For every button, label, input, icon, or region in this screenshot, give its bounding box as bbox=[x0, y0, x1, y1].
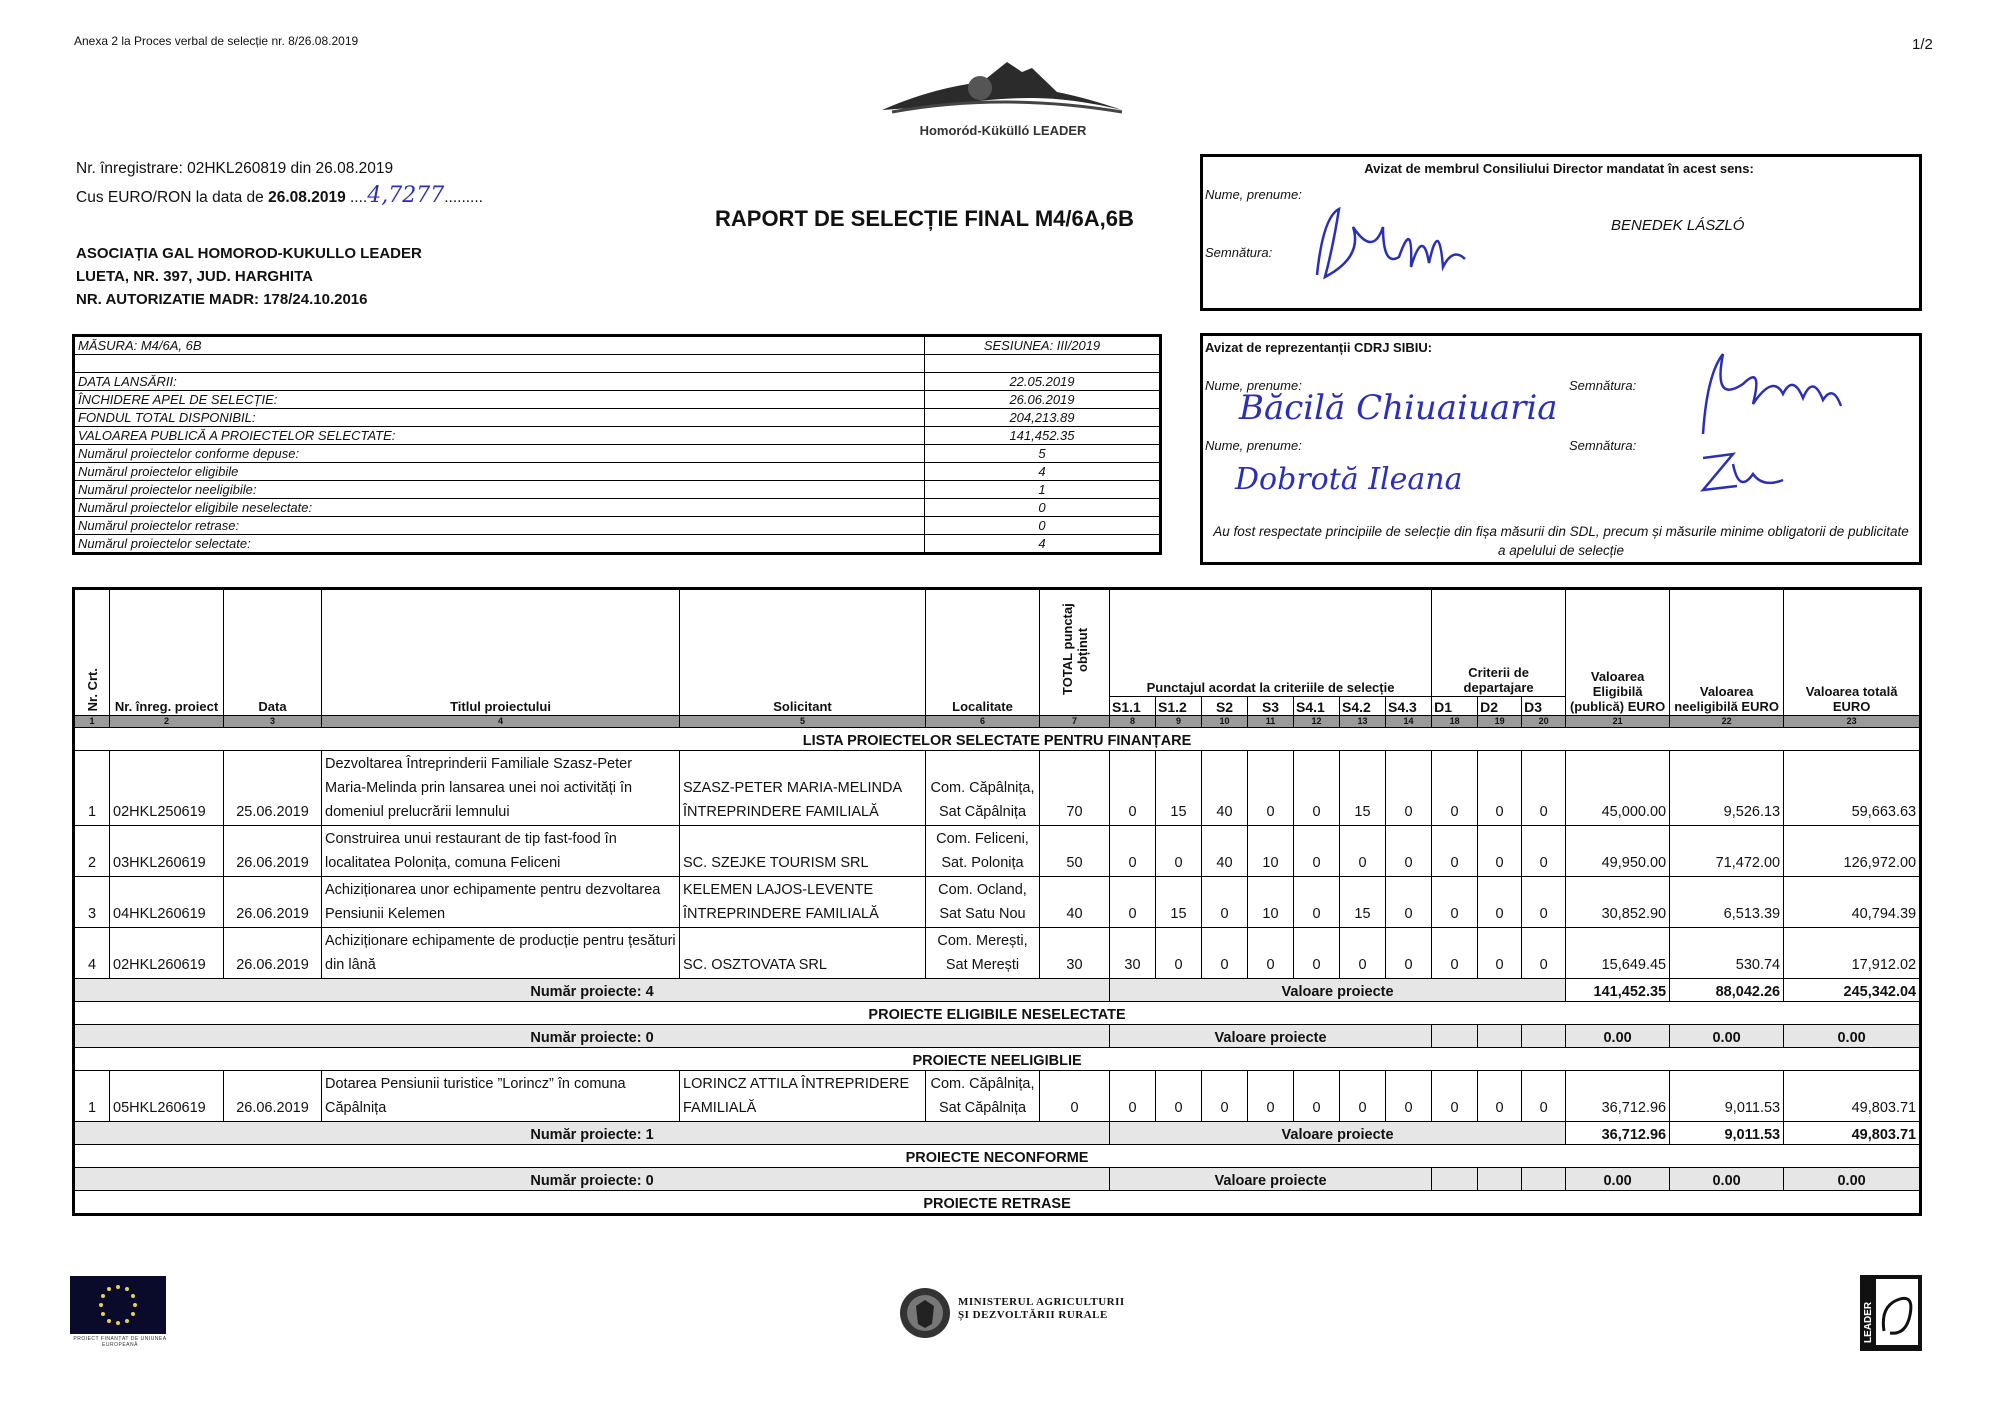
selected-sum-neeligibila: 88,042.26 bbox=[1670, 979, 1784, 1002]
cdrj-note: Au fost respectate principiile de selecție din fișa măsurii din SDL, precum și măsurile minime obligatorii de publicitate a apelului de selecție bbox=[1213, 524, 1909, 558]
table-row bbox=[74, 826, 1921, 877]
row-valoare-totala: 59,663.63 bbox=[1784, 751, 1921, 826]
column-number-cell: 8 bbox=[1110, 716, 1156, 728]
page-number: 1/2 bbox=[1912, 36, 1933, 53]
neselectate-sum-totala: 0.00 bbox=[1784, 1025, 1921, 1048]
row-solicitant: LORINCZ ATTILA ÎNTREPRIDERE FAMILIALĂ bbox=[680, 1071, 926, 1122]
row-data: 26.06.2019 bbox=[224, 1071, 322, 1122]
row-titlu: Achiziționare echipamente de producție pentru țesături din lână bbox=[322, 928, 680, 979]
row-score: 0 bbox=[1432, 826, 1478, 877]
row-score: 15 bbox=[1340, 751, 1386, 826]
row-valoare-totala: 40,794.39 bbox=[1784, 877, 1921, 928]
row-titlu: Dotarea Pensiunii turistice ”Lorincz” în comuna Căpâlnița bbox=[322, 1071, 680, 1122]
column-number-cell: 7 bbox=[1040, 716, 1110, 728]
row-score: 0 bbox=[1248, 1071, 1294, 1122]
row-score: 0 bbox=[1478, 877, 1522, 928]
annex-reference: Anexa 2 la Proces verbal de selecție nr. 8/26.08.2019 bbox=[74, 34, 359, 48]
column-number-cell: 22 bbox=[1670, 716, 1784, 728]
cdrj-signature-1 bbox=[1673, 344, 1853, 444]
row-score: 0 bbox=[1386, 826, 1432, 877]
neconforme-sum-neeligibila: 0.00 bbox=[1670, 1168, 1784, 1191]
header-punctaj: Punctajul acordat la criteriile de selecție bbox=[1110, 589, 1432, 697]
neselectate-sum-eligibila: 0.00 bbox=[1566, 1025, 1670, 1048]
column-number-cell: 5 bbox=[680, 716, 926, 728]
measure-spacer bbox=[74, 355, 925, 373]
director-name: BENEDEK LÁSZLÓ bbox=[1611, 217, 1745, 234]
row-nr-inreg: 02HKL260619 bbox=[110, 928, 224, 979]
row-score: 0 bbox=[1478, 928, 1522, 979]
leader-logo bbox=[1860, 1275, 1922, 1351]
association-address: LUETA, NR. 397, JUD. HARGHITA bbox=[76, 268, 313, 285]
measure-row-label: Numărul proiectelor selectate: bbox=[74, 535, 925, 554]
row-solicitant: SC. OSZTOVATA SRL bbox=[680, 928, 926, 979]
eu-caption: PROIECT FINANȚAT DE UNIUNEA EUROPEANĂ bbox=[73, 1336, 167, 1348]
row-score: 0 bbox=[1156, 826, 1202, 877]
empty-cell bbox=[1432, 1168, 1478, 1191]
column-number-cell: 23 bbox=[1784, 716, 1921, 728]
row-valoare-eligibila: 49,950.00 bbox=[1566, 826, 1670, 877]
column-number-cell: 20 bbox=[1522, 716, 1566, 728]
header-s3: S3 bbox=[1248, 697, 1294, 716]
table-row bbox=[74, 877, 1921, 928]
header-data: Data bbox=[224, 589, 322, 716]
exchange-rate-line bbox=[76, 183, 483, 208]
row-score: 0 bbox=[1110, 877, 1156, 928]
selected-sum-totala: 245,342.04 bbox=[1784, 979, 1921, 1002]
cdrj-name2-label: Nume, prenume: bbox=[1205, 438, 1302, 453]
empty-cell bbox=[1478, 1025, 1522, 1048]
measure-row-label: Numărul proiectelor neeligibile: bbox=[74, 481, 925, 499]
row-score: 0 bbox=[1156, 928, 1202, 979]
header-d3: D3 bbox=[1522, 697, 1566, 716]
row-nr-inreg: 04HKL260619 bbox=[110, 877, 224, 928]
header-valoare-totala: Valoarea totală EURO bbox=[1784, 589, 1921, 716]
row-score: 40 bbox=[1202, 826, 1248, 877]
column-number-cell: 1 bbox=[74, 716, 110, 728]
row-valoare-neeligibila: 9,526.13 bbox=[1670, 751, 1784, 826]
column-number-cell: 6 bbox=[926, 716, 1040, 728]
row-valoare-neeligibila: 530.74 bbox=[1670, 928, 1784, 979]
column-number-cell: 10 bbox=[1202, 716, 1248, 728]
measure-spacer-v bbox=[925, 355, 1161, 373]
column-number-cell: 2 bbox=[110, 716, 224, 728]
measure-row-value: 0 bbox=[925, 499, 1161, 517]
row-score: 0 bbox=[1386, 1071, 1432, 1122]
report-title: RAPORT DE SELECȚIE FINAL M4/6A,6B bbox=[715, 206, 1134, 231]
row-score: 0 bbox=[1432, 751, 1478, 826]
row-localitate: Com. Feliceni, Sat. Polonița bbox=[926, 826, 1040, 877]
column-number-cell: 21 bbox=[1566, 716, 1670, 728]
column-number-cell: 13 bbox=[1340, 716, 1386, 728]
ministry-line-1: MINISTERUL AGRICULTURII bbox=[958, 1296, 1125, 1308]
cdrj-name1-label: Nume, prenume: bbox=[1205, 378, 1302, 393]
selected-sum-eligibila: 141,452.35 bbox=[1566, 979, 1670, 1002]
neeligibile-value-label: Valoare proiecte bbox=[1110, 1122, 1566, 1145]
row-score: 40 bbox=[1202, 751, 1248, 826]
row-score: 0 bbox=[1110, 1071, 1156, 1122]
ministry-line-2: ȘI DEZVOLTĂRII RURALE bbox=[958, 1309, 1108, 1321]
row-score: 0 bbox=[1386, 877, 1432, 928]
column-number-cell: 4 bbox=[322, 716, 680, 728]
eu-flag-icon bbox=[70, 1276, 166, 1334]
row-score: 0 bbox=[1248, 928, 1294, 979]
table-row bbox=[74, 928, 1921, 979]
row-score: 0 bbox=[1294, 751, 1340, 826]
row-score: 0 bbox=[1478, 826, 1522, 877]
row-total-punctaj: 50 bbox=[1040, 826, 1110, 877]
director-name-label: Nume, prenume: bbox=[1205, 187, 1302, 202]
column-number-cell: 3 bbox=[224, 716, 322, 728]
header-s1-2: S1.2 bbox=[1156, 697, 1202, 716]
neeligibile-sum-eligibila: 36,712.96 bbox=[1566, 1122, 1670, 1145]
association-authorization: NR. AUTORIZATIE MADR: 178/24.10.2016 bbox=[76, 291, 368, 308]
header-nr-crt: Nr. Crt. bbox=[74, 589, 110, 716]
row-valoare-neeligibila: 71,472.00 bbox=[1670, 826, 1784, 877]
selected-value-label: Valoare proiecte bbox=[1110, 979, 1566, 1002]
row-localitate: Com. Căpâlnița, Sat Căpâlnița bbox=[926, 1071, 1040, 1122]
row-score: 0 bbox=[1156, 1071, 1202, 1122]
exchange-rate-dots-end: ......... bbox=[444, 189, 483, 206]
row-score: 0 bbox=[1202, 877, 1248, 928]
row-score: 0 bbox=[1432, 928, 1478, 979]
projects-table bbox=[72, 587, 1922, 1216]
column-number-cell: 11 bbox=[1248, 716, 1294, 728]
empty-cell bbox=[1432, 1025, 1478, 1048]
cdrj-sign1-label: Semnătura: bbox=[1569, 378, 1637, 393]
neconforme-sum-totala: 0.00 bbox=[1784, 1168, 1921, 1191]
selected-projects bbox=[74, 751, 1921, 979]
header-nr-inreg: Nr. înreg. proiect bbox=[110, 589, 224, 716]
row-nr-inreg: 05HKL260619 bbox=[110, 1071, 224, 1122]
row-nr: 1 bbox=[74, 751, 110, 826]
row-valoare-eligibila: 36,712.96 bbox=[1566, 1071, 1670, 1122]
row-total-punctaj: 70 bbox=[1040, 751, 1110, 826]
row-nr: 2 bbox=[74, 826, 110, 877]
cdrj-sign2-label: Semnătura: bbox=[1569, 438, 1637, 453]
row-score: 0 bbox=[1522, 928, 1566, 979]
row-score: 0 bbox=[1294, 928, 1340, 979]
measure-row-value: 1 bbox=[925, 481, 1161, 499]
director-approval-box bbox=[1200, 154, 1922, 311]
column-number-cell: 18 bbox=[1432, 716, 1478, 728]
row-score: 0 bbox=[1294, 1071, 1340, 1122]
row-total-punctaj: 0 bbox=[1040, 1071, 1110, 1122]
logo-text: Homoród-Kükülló LEADER bbox=[919, 123, 1087, 138]
measure-row-value: 26.06.2019 bbox=[925, 391, 1161, 409]
leader-logo-icon bbox=[1860, 1275, 1922, 1351]
empty-cell bbox=[1522, 1025, 1566, 1048]
row-valoare-neeligibila: 9,011.53 bbox=[1670, 1071, 1784, 1122]
selected-count: Număr proiecte: 4 bbox=[74, 979, 1110, 1002]
association-info bbox=[76, 242, 422, 311]
director-signature-label: Semnătura: bbox=[1205, 245, 1273, 260]
row-localitate: Com. Ocland, Sat Satu Nou bbox=[926, 877, 1040, 928]
row-nr-inreg: 02HKL250619 bbox=[110, 751, 224, 826]
row-score: 0 bbox=[1522, 877, 1566, 928]
row-score: 15 bbox=[1156, 751, 1202, 826]
ineligible-projects bbox=[74, 1071, 1921, 1122]
row-score: 0 bbox=[1340, 928, 1386, 979]
row-total-punctaj: 40 bbox=[1040, 877, 1110, 928]
header-valoare-eligibila: Valoarea Eligibilă (publică) EURO bbox=[1566, 589, 1670, 716]
cdrj-approval-box bbox=[1200, 333, 1922, 565]
column-number-cell: 14 bbox=[1386, 716, 1432, 728]
row-nr: 3 bbox=[74, 877, 110, 928]
row-data: 26.06.2019 bbox=[224, 877, 322, 928]
measure-row-label: Numărul proiectelor retrase: bbox=[74, 517, 925, 535]
header-s2: S2 bbox=[1202, 697, 1248, 716]
column-number-cell: 12 bbox=[1294, 716, 1340, 728]
director-approval-heading: Avizat de membrul Consiliului Director mandatat în acest sens: bbox=[1364, 161, 1754, 176]
row-score: 0 bbox=[1522, 826, 1566, 877]
row-valoare-totala: 126,972.00 bbox=[1784, 826, 1921, 877]
row-solicitant: SC. SZEJKE TOURISM SRL bbox=[680, 826, 926, 877]
row-valoare-eligibila: 45,000.00 bbox=[1566, 751, 1670, 826]
row-score: 0 bbox=[1340, 826, 1386, 877]
measure-row-label: Numărul proiectelor eligibile bbox=[74, 463, 925, 481]
header-d2: D2 bbox=[1478, 697, 1522, 716]
row-total-punctaj: 30 bbox=[1040, 928, 1110, 979]
neeligibile-sum-neeligibila: 9,011.53 bbox=[1670, 1122, 1784, 1145]
leader-logo-text: LEADER bbox=[1863, 1301, 1874, 1343]
session-label: SESIUNEA: III/2019 bbox=[925, 336, 1161, 355]
neselectate-value-label: Valoare proiecte bbox=[1110, 1025, 1432, 1048]
header-s4-3: S4.3 bbox=[1386, 697, 1432, 716]
row-valoare-eligibila: 15,649.45 bbox=[1566, 928, 1670, 979]
cdrj-heading: Avizat de reprezentanții CDRJ SIBIU: bbox=[1205, 340, 1433, 355]
section-retrase: PROIECTE RETRASE bbox=[74, 1191, 1921, 1215]
header-s4-1: S4.1 bbox=[1294, 697, 1340, 716]
column-number-row bbox=[74, 716, 1921, 728]
row-titlu: Construirea unui restaurant de tip fast-food în localitatea Polonița, comuna Feliceni bbox=[322, 826, 680, 877]
row-score: 0 bbox=[1110, 826, 1156, 877]
measure-row-value: 204,213.89 bbox=[925, 409, 1161, 427]
neselectate-sum-neeligibila: 0.00 bbox=[1670, 1025, 1784, 1048]
measure-row-label: Numărul proiectelor conforme depuse: bbox=[74, 445, 925, 463]
row-score: 0 bbox=[1386, 751, 1432, 826]
header-total-punctaj: TOTAL punctaj obținut bbox=[1040, 589, 1110, 716]
row-titlu: Dezvoltarea Întreprinderii Familiale Szasz-Peter Maria-Melinda prin lansarea unei noi activități în domeniul prelucrării lemnului bbox=[322, 751, 680, 826]
row-score: 0 bbox=[1202, 1071, 1248, 1122]
row-score: 0 bbox=[1294, 877, 1340, 928]
measure-row-value: 0 bbox=[925, 517, 1161, 535]
row-score: 0 bbox=[1248, 751, 1294, 826]
row-score: 0 bbox=[1202, 928, 1248, 979]
neconforme-count: Număr proiecte: 0 bbox=[74, 1168, 1110, 1191]
table-row bbox=[74, 1071, 1921, 1122]
association-name: ASOCIAȚIA GAL HOMOROD-KUKULLO LEADER bbox=[76, 245, 422, 262]
row-solicitant: SZASZ-PETER MARIA-MELINDA ÎNTREPRINDERE FAMILIALĂ bbox=[680, 751, 926, 826]
row-score: 0 bbox=[1294, 826, 1340, 877]
section-neselectate: PROIECTE ELIGIBILE NESELECTATE bbox=[74, 1002, 1921, 1025]
cdrj-name1: Băcilă Chiuaiuaria bbox=[1239, 388, 1558, 428]
header-s1-1: S1.1 bbox=[1110, 697, 1156, 716]
neconforme-sum-eligibila: 0.00 bbox=[1566, 1168, 1670, 1191]
gal-logo bbox=[872, 48, 1134, 138]
row-localitate: Com. Căpâlnița, Sat Căpâlnița bbox=[926, 751, 1040, 826]
header-titlu: Titlul proiectului bbox=[322, 589, 680, 716]
header-localitate: Localitate bbox=[926, 589, 1040, 716]
row-score: 0 bbox=[1432, 1071, 1478, 1122]
exchange-rate-date: 26.08.2019 bbox=[268, 189, 346, 206]
ministry-name bbox=[958, 1296, 1125, 1322]
header-solicitant: Solicitant bbox=[680, 589, 926, 716]
row-score: 0 bbox=[1340, 1071, 1386, 1122]
measure-row-label: Numărul proiectelor eligibile neselectate: bbox=[74, 499, 925, 517]
exchange-rate-label: Cus EURO/RON la data de bbox=[76, 189, 269, 206]
measure-info-table bbox=[72, 334, 1162, 555]
measure-row-value: 141,452.35 bbox=[925, 427, 1161, 445]
registration-number: Nr. înregistrare: 02HKL260819 din 26.08.2019 bbox=[76, 160, 394, 177]
neconforme-value-label: Valoare proiecte bbox=[1110, 1168, 1432, 1191]
section-selected: LISTA PROIECTELOR SELECTATE PENTRU FINANȚARE bbox=[74, 728, 1921, 751]
row-valoare-totala: 17,912.02 bbox=[1784, 928, 1921, 979]
row-titlu: Achiziționarea unor echipamente pentru dezvoltarea Pensiunii Kelemen bbox=[322, 877, 680, 928]
row-localitate: Com. Merești, Sat Merești bbox=[926, 928, 1040, 979]
section-neeligibile: PROIECTE NEELIGIBLIE bbox=[74, 1048, 1921, 1071]
empty-cell bbox=[1478, 1168, 1522, 1191]
neeligibile-sum-totala: 49,803.71 bbox=[1784, 1122, 1921, 1145]
exchange-rate-dots: .... bbox=[345, 189, 368, 206]
empty-cell bbox=[1522, 1168, 1566, 1191]
section-neconforme: PROIECTE NECONFORME bbox=[74, 1145, 1921, 1168]
cdrj-signature-2 bbox=[1683, 444, 1823, 504]
header-d1: D1 bbox=[1432, 697, 1478, 716]
neeligibile-count: Număr proiecte: 1 bbox=[74, 1122, 1110, 1145]
director-signature bbox=[1303, 197, 1483, 287]
row-nr: 1 bbox=[74, 1071, 110, 1122]
measure-row-label: ÎNCHIDERE APEL DE SELECȚIE: bbox=[74, 391, 925, 409]
row-score: 0 bbox=[1522, 1071, 1566, 1122]
row-score: 0 bbox=[1478, 1071, 1522, 1122]
row-score: 10 bbox=[1248, 826, 1294, 877]
row-score: 15 bbox=[1156, 877, 1202, 928]
header-valoare-neeligibila: Valoarea neeligibilă EURO bbox=[1670, 589, 1784, 716]
row-score: 10 bbox=[1248, 877, 1294, 928]
row-score: 30 bbox=[1110, 928, 1156, 979]
header-s4-2: S4.2 bbox=[1340, 697, 1386, 716]
mountain-logo-icon bbox=[872, 48, 1134, 120]
table-row bbox=[74, 751, 1921, 826]
column-number-cell: 9 bbox=[1156, 716, 1202, 728]
row-data: 25.06.2019 bbox=[224, 751, 322, 826]
row-score: 0 bbox=[1522, 751, 1566, 826]
row-score: 0 bbox=[1386, 928, 1432, 979]
column-number-cell: 19 bbox=[1478, 716, 1522, 728]
romania-coat-of-arms-icon bbox=[898, 1286, 952, 1340]
measure-row-value: 4 bbox=[925, 535, 1161, 554]
measure-row-value: 22.05.2019 bbox=[925, 373, 1161, 391]
measure-row-label: VALOAREA PUBLICĂ A PROIECTELOR SELECTATE: bbox=[74, 427, 925, 445]
row-score: 0 bbox=[1478, 751, 1522, 826]
row-score: 0 bbox=[1432, 877, 1478, 928]
cdrj-name2: Dobrotă Ileana bbox=[1235, 462, 1463, 497]
row-valoare-totala: 49,803.71 bbox=[1784, 1071, 1921, 1122]
row-nr: 4 bbox=[74, 928, 110, 979]
row-score: 15 bbox=[1340, 877, 1386, 928]
measure-row-value: 4 bbox=[925, 463, 1161, 481]
measure-label: MĂSURA: M4/6A, 6B bbox=[74, 336, 925, 355]
row-data: 26.06.2019 bbox=[224, 826, 322, 877]
neselectate-count: Număr proiecte: 0 bbox=[74, 1025, 1110, 1048]
measure-row-value: 5 bbox=[925, 445, 1161, 463]
row-valoare-neeligibila: 6,513.39 bbox=[1670, 877, 1784, 928]
row-data: 26.06.2019 bbox=[224, 928, 322, 979]
measure-row-label: DATA LANSĂRII: bbox=[74, 373, 925, 391]
row-valoare-eligibila: 30,852.90 bbox=[1566, 877, 1670, 928]
measure-row-label: FONDUL TOTAL DISPONIBIL: bbox=[74, 409, 925, 427]
row-nr-inreg: 03HKL260619 bbox=[110, 826, 224, 877]
row-score: 0 bbox=[1110, 751, 1156, 826]
row-solicitant: KELEMEN LAJOS-LEVENTE ÎNTREPRINDERE FAMILIALĂ bbox=[680, 877, 926, 928]
header-departajare: Criterii de departajare bbox=[1432, 589, 1566, 697]
exchange-rate-value: 4,7277 bbox=[367, 183, 445, 208]
